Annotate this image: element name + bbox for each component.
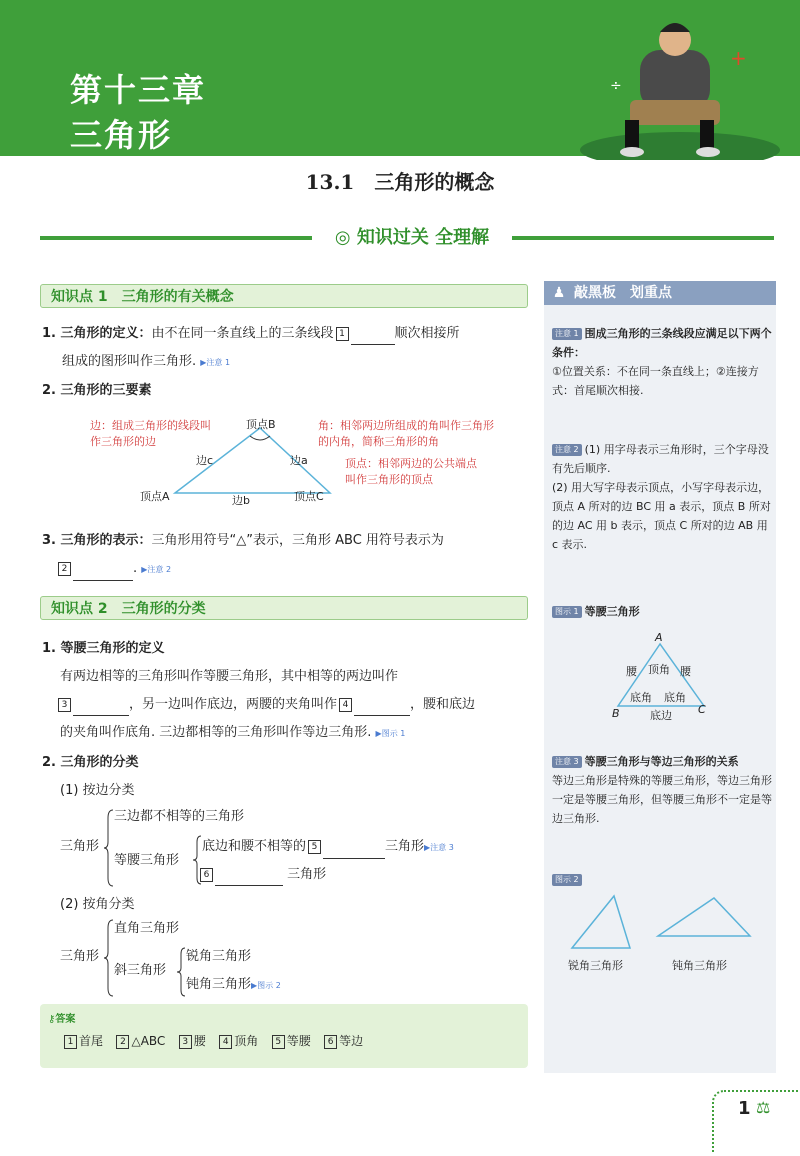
obtuse-triangle-label: 钝角三角形 <box>186 977 252 992</box>
tri-root-angle: 三角形 <box>60 949 100 964</box>
answer-value: 等边 <box>339 1034 364 1048</box>
oblique-triangle-label: 斜三角形 <box>114 963 167 978</box>
kp1-item1 <box>42 323 532 345</box>
fig2-tag: 图示 2 <box>552 874 582 886</box>
banner-title <box>312 224 512 252</box>
fig1-heading <box>552 602 772 621</box>
by-side-heading: (1) 按边分类 <box>60 783 135 798</box>
note2-body1: (1) 用字母表示三角形时，三个字母没有先后顺序. <box>552 443 769 475</box>
kp2-item1-text-d: 的夹角叫作底角. 三边都相等的三角形叫作等边三角形. <box>60 725 372 740</box>
fig2-triangles <box>568 892 768 952</box>
note1 <box>552 324 772 400</box>
fig2-heading <box>552 870 585 889</box>
kp2-item1-line3 <box>60 722 530 745</box>
note1-body: ①位置关系：不在同一条直线上；②连接方式：首尾顺次相接. <box>552 365 759 397</box>
kp1-item3-text: 三角形用符号“△”表示，三角形 ABC 用符号表示为 <box>151 533 444 548</box>
edge-note: 边：组成三角形的线段叫作三角形的边 <box>90 419 211 448</box>
note-link-1[interactable]: ▶注意 1 <box>200 358 231 367</box>
note1-tag: 注意 1 <box>552 328 582 340</box>
figure-link-2[interactable]: ▶图示 2 <box>251 981 281 990</box>
fig2-obtuse-label: 钝角三角形 <box>672 959 727 972</box>
angle-note: 角：相邻两边所组成的角叫作三角形的内角，简称三角形的角 <box>318 419 494 448</box>
answer-item <box>217 1034 258 1048</box>
vertex-note: 顶点：相邻两边的公共端点叫作三角形的顶点 <box>345 457 477 486</box>
student-illustration <box>560 10 780 160</box>
kp2-item1-text-b: ，另一边叫作底边，两腰的夹角叫作 <box>129 697 338 712</box>
chapter-title: 三角形 <box>70 116 173 154</box>
answer-num: 4 <box>219 1035 232 1049</box>
iso-sub1-suffix: 三角形 <box>385 839 425 854</box>
acute-triangle-label: 锐角三角形 <box>186 949 252 964</box>
answer-label-text: 答案 <box>55 1014 76 1025</box>
answer-num: 2 <box>116 1035 129 1049</box>
kp1-item1-text-c: 组成的图形叫作三角形. <box>62 354 197 369</box>
fig1-base: 底边 <box>650 709 672 722</box>
side-a-label: 边a <box>290 454 308 467</box>
note-link-3[interactable]: ▶注意 3 <box>424 843 454 852</box>
answer-item <box>270 1034 311 1048</box>
kp2-item1-line2 <box>56 694 532 716</box>
fig2-acute-label: 锐角三角形 <box>568 959 623 972</box>
fig1-tag: 图示 1 <box>552 606 582 618</box>
fig1-waist-right: 腰 <box>680 665 691 678</box>
svg-text:÷: ÷ <box>610 78 622 94</box>
banner-line-left <box>40 236 312 240</box>
note-link-2[interactable]: ▶注意 2 <box>141 565 172 574</box>
page-number-frame <box>712 1090 798 1152</box>
tri-root-side: 三角形 <box>60 839 100 854</box>
blank-4 <box>354 701 410 716</box>
kp1-item1-label: 1. 三角形的定义： <box>42 326 152 341</box>
blank-5 <box>323 844 385 859</box>
by-angle-heading: (2) 按角分类 <box>60 897 135 912</box>
kp2-item1-text-a: 有两边相等的三角形叫作等腰三角形，其中相等的两边叫作 <box>60 669 399 684</box>
note2 <box>552 440 772 554</box>
note2-body2: (2) 用大写字母表示顶点，小写字母表示边，顶点 A 所对的边 BC 用 a 表示，顶点 B 所对的边 AC 用 b 表示，顶点 C 所对的边 AB 用 c 表示. <box>552 481 771 551</box>
kp1-item3 <box>42 530 532 552</box>
banner-label: 知识过关 全理解 <box>356 227 490 248</box>
blank-2 <box>73 566 133 581</box>
answer-box-2: 2 <box>58 562 71 576</box>
answer-num: 6 <box>324 1035 337 1049</box>
answer-value: 腰 <box>193 1034 206 1048</box>
vertex-c-label: 顶点C <box>294 490 324 503</box>
scalene-label: 三边都不相等的三角形 <box>114 809 245 824</box>
kp1-item3-label: 3. 三角形的表示： <box>42 533 152 548</box>
note3-title: 等腰三角形与等边三角形的关系 <box>584 755 739 768</box>
blank-6 <box>215 871 283 886</box>
iso-sub2-suffix: 三角形 <box>287 867 327 882</box>
figure-link-1[interactable]: ▶图示 1 <box>375 729 406 738</box>
teacher-icon: ♟ <box>552 285 566 301</box>
side-b-label: 边b <box>232 494 250 507</box>
answer-value: 首尾 <box>79 1034 104 1048</box>
knowledge-point-2-title: 知识点 2 三角形的分类 <box>40 596 528 620</box>
fig1-base-angle-right: 底角 <box>664 691 686 704</box>
note3 <box>552 752 772 828</box>
fig1-base-angle-left: 底角 <box>630 691 652 704</box>
kp1-item3-cont: 2 . ▶注意 2 <box>56 558 171 581</box>
answer-label <box>48 1010 75 1025</box>
answer-item <box>322 1034 363 1048</box>
brace-side <box>104 808 114 888</box>
note2-tag: 注意 2 <box>552 444 582 456</box>
answer-item <box>177 1034 206 1048</box>
right-triangle-label: 直角三角形 <box>114 921 180 936</box>
note3-tag: 注意 3 <box>552 756 582 768</box>
answer-value: 等腰 <box>286 1034 311 1048</box>
answer-value: 顶角 <box>234 1034 259 1048</box>
key-icon: ⚷ <box>48 1014 56 1025</box>
iso-sub1 <box>202 836 532 859</box>
fig1-waist-left: 腰 <box>626 665 637 678</box>
kp2-item1-text-c: ，腰和底边 <box>410 697 476 712</box>
section-title: 13.1 三角形的概念 <box>305 170 495 194</box>
answer-value: △ABC <box>131 1034 166 1048</box>
vertex-a-label: 顶点A <box>140 490 170 503</box>
brace-oblique <box>176 946 186 998</box>
page-number: 1 <box>738 1098 751 1119</box>
answer-box-1: 1 <box>336 327 349 341</box>
iso-sub1-text: 底边和腰不相等的 <box>202 839 307 854</box>
answer-num: 3 <box>179 1035 192 1049</box>
fig1-vertex-a: A <box>655 631 663 644</box>
answer-item <box>62 1034 103 1048</box>
answer-num: 5 <box>272 1035 285 1049</box>
answer-box-5: 5 <box>308 840 321 854</box>
fig1-vertex-b: B <box>612 707 620 720</box>
answer-box-4: 4 <box>339 698 352 712</box>
sidebar-title: 敲黑板 划重点 <box>574 285 672 301</box>
iso-sub2 <box>198 864 326 886</box>
svg-text:+: + <box>730 46 747 70</box>
vertex-b-label: 顶点B <box>246 418 276 431</box>
note3-body: 等边三角形是特殊的等腰三角形，等边三角形一定是等腰三角形，但等腰三角形不一定是等边三角形. <box>552 774 772 825</box>
answer-box-3: 3 <box>58 698 71 712</box>
banner-line-right <box>512 236 774 240</box>
kp1-item1-text-a: 由不在同一条直线上的三条线段 <box>151 326 334 341</box>
answer-item <box>114 1034 165 1048</box>
brace-angle <box>104 918 114 998</box>
blank-3 <box>73 701 129 716</box>
answer-list <box>62 1030 363 1052</box>
swirl-icon: ◎ <box>334 227 351 248</box>
chapter-number: 第十三章 <box>70 71 207 109</box>
compass-icon: ⚖ <box>756 1098 771 1117</box>
obtuse-line <box>186 974 281 997</box>
side-c-label: 边c <box>196 454 214 467</box>
kp1-item2-label: 2. 三角形的三要素 <box>42 383 152 398</box>
isosceles-label: 等腰三角形 <box>114 853 180 868</box>
kp2-item2-label: 2. 三角形的分类 <box>42 755 139 770</box>
kp1-item1-text-b: 顺次相接所 <box>394 326 460 341</box>
sidebar-header <box>544 281 776 305</box>
note1-title: 围成三角形的三条线段应满足以下两个条件： <box>552 327 772 359</box>
blank-1 <box>351 330 395 345</box>
fig1-vertex-c: C <box>698 703 706 716</box>
answer-num: 1 <box>64 1035 77 1049</box>
fig1-title: 等腰三角形 <box>584 605 640 618</box>
kp1-item1-cont <box>62 351 230 374</box>
knowledge-point-1-title: 知识点 1 三角形的有关概念 <box>40 284 528 308</box>
fig1-apex: 顶角 <box>648 663 670 676</box>
kp2-item1-label: 1. 等腰三角形的定义 <box>42 641 165 656</box>
answer-box-6: 6 <box>200 868 213 882</box>
